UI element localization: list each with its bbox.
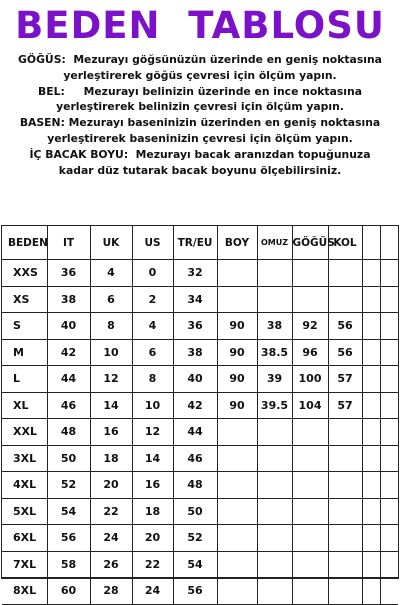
table-cell [380, 339, 398, 366]
table-cell: 39 [257, 366, 292, 393]
table-cell [380, 419, 398, 446]
table-row [2, 392, 398, 419]
table-cell: 6 [132, 339, 173, 366]
table-cell [328, 419, 362, 446]
table-cell [217, 498, 257, 525]
table-cell: 90 [217, 313, 257, 340]
table-cell: 96 [292, 339, 328, 366]
size-label: 4XL [2, 472, 47, 499]
table-cell [380, 392, 398, 419]
table-cell [292, 551, 328, 578]
table-cell [292, 445, 328, 472]
table-cell: 8 [132, 366, 173, 393]
table-cell [217, 419, 257, 446]
table-cell: 28 [90, 578, 132, 605]
table-cell [328, 260, 362, 287]
table-row [2, 498, 398, 525]
table-cell: 38 [257, 313, 292, 340]
table-cell: 34 [173, 286, 217, 313]
table-cell: 14 [132, 445, 173, 472]
table-cell [380, 366, 398, 393]
table-cell: 48 [173, 472, 217, 499]
table-cell [217, 551, 257, 578]
table-cell [362, 313, 380, 340]
table-cell: 0 [132, 260, 173, 287]
table-cell [362, 498, 380, 525]
size-label: 5XL [2, 498, 47, 525]
table-cell: 40 [173, 366, 217, 393]
table-row [2, 286, 398, 313]
table-row [2, 525, 398, 552]
header-kol: KOL [328, 226, 362, 260]
table-cell: 26 [90, 551, 132, 578]
size-label: XS [2, 286, 47, 313]
header-boy: BOY [217, 226, 257, 260]
table-cell: 46 [173, 445, 217, 472]
table-row [2, 366, 398, 393]
size-chart [1, 225, 399, 598]
table-cell [292, 260, 328, 287]
table-cell: 24 [132, 578, 173, 605]
table-cell: 42 [47, 339, 90, 366]
table-cell [362, 578, 380, 605]
table-cell [362, 419, 380, 446]
table-cell: 2 [132, 286, 173, 313]
table-cell [257, 498, 292, 525]
table-cell: 4 [132, 313, 173, 340]
table-cell: 36 [173, 313, 217, 340]
table-cell: 10 [132, 392, 173, 419]
table-cell: 90 [217, 392, 257, 419]
table-cell: 104 [292, 392, 328, 419]
size-label: S [2, 313, 47, 340]
header-tr-eu: TR/EU [173, 226, 217, 260]
table-cell [292, 286, 328, 313]
table-cell: 32 [173, 260, 217, 287]
table-row [2, 551, 398, 578]
table-cell: 50 [47, 445, 90, 472]
table-cell [217, 472, 257, 499]
table-cell [292, 498, 328, 525]
size-label: 7XL [2, 551, 47, 578]
table-cell: 38.5 [257, 339, 292, 366]
table-cell [292, 578, 328, 605]
table-cell: 90 [217, 339, 257, 366]
size-label: 3XL [2, 445, 47, 472]
table-cell [257, 472, 292, 499]
header-us: US [132, 226, 173, 260]
table-cell [362, 260, 380, 287]
table-cell [328, 578, 362, 605]
table-cell: 22 [132, 551, 173, 578]
header-omuz: OMUZ [257, 226, 292, 260]
table-cell [380, 525, 398, 552]
table-cell: 16 [90, 419, 132, 446]
table-cell [217, 260, 257, 287]
size-label: M [2, 339, 47, 366]
table-cell: 56 [328, 313, 362, 340]
instruction-line: yerleştirerek göğüs çevresi için ölçüm yapın. [63, 68, 337, 82]
table-cell [328, 445, 362, 472]
table-cell [217, 445, 257, 472]
table-cell [380, 498, 398, 525]
table-cell [257, 551, 292, 578]
size-label: XXS [2, 260, 47, 287]
table-cell: 20 [132, 525, 173, 552]
table-cell: 14 [90, 392, 132, 419]
header-beden: BEDEN [2, 226, 47, 260]
table-cell [380, 260, 398, 287]
table-cell [328, 472, 362, 499]
table-cell: 56 [173, 578, 217, 605]
table-cell: 92 [292, 313, 328, 340]
table-cell: 54 [173, 551, 217, 578]
table-cell: 48 [47, 419, 90, 446]
header-blank [380, 226, 398, 260]
table-row [2, 578, 398, 605]
table-cell [380, 286, 398, 313]
page-title: BEDEN TABLOSU [15, 4, 385, 47]
table-cell [257, 445, 292, 472]
table-cell: 100 [292, 366, 328, 393]
table-cell: 52 [173, 525, 217, 552]
table-cell [380, 472, 398, 499]
size-label: L [2, 366, 47, 393]
table-cell: 56 [47, 525, 90, 552]
table-cell: 56 [328, 339, 362, 366]
table-row [2, 445, 398, 472]
table-row [2, 260, 398, 287]
table-cell [362, 472, 380, 499]
instruction-line: yerleştirerek belinizin çevresi için ölçüm yapın. [56, 100, 344, 114]
table-cell [362, 525, 380, 552]
instruction-line: GÖĞÜS: Mezurayı göğsünüzün üzerinde en geniş noktasına [18, 53, 382, 66]
table-cell: 6 [90, 286, 132, 313]
size-label: 6XL [2, 525, 47, 552]
table-cell [292, 525, 328, 552]
table-cell [362, 286, 380, 313]
table-cell: 20 [90, 472, 132, 499]
table-row [2, 313, 398, 340]
measurement-instructions [0, 52, 400, 178]
table-cell: 36 [47, 260, 90, 287]
table-cell [292, 419, 328, 446]
table-cell [380, 578, 398, 605]
instruction-line: İÇ BACAK BOYU: Mezurayı bacak aranızdan topuğunuza [29, 147, 371, 161]
table-header-row [2, 226, 398, 260]
table-cell [257, 578, 292, 605]
size-label: XL [2, 392, 47, 419]
table-cell: 42 [173, 392, 217, 419]
table-cell [292, 472, 328, 499]
table-cell [257, 525, 292, 552]
table-cell: 18 [132, 498, 173, 525]
table-cell: 4 [90, 260, 132, 287]
instruction-line: BASEN: Mezurayı baseninizin üzerinden en geniş noktasına [19, 116, 381, 130]
table-cell: 16 [132, 472, 173, 499]
table-cell: 38 [173, 339, 217, 366]
table-cell: 44 [47, 366, 90, 393]
table-cell: 46 [47, 392, 90, 419]
size-label: 8XL [2, 578, 47, 605]
header-it: IT [47, 226, 90, 260]
table-cell: 44 [173, 419, 217, 446]
size-label: XXL [2, 419, 47, 446]
table-cell: 60 [47, 578, 90, 605]
instruction-line: kadar düz tutarak bacak boyunu ölçebilirsiniz. [58, 163, 342, 177]
table-cell [362, 551, 380, 578]
table-cell [328, 498, 362, 525]
table-cell [217, 286, 257, 313]
table-cell: 39.5 [257, 392, 292, 419]
table-cell [362, 392, 380, 419]
table-cell: 8 [90, 313, 132, 340]
table-cell [257, 419, 292, 446]
table-cell: 18 [90, 445, 132, 472]
table-cell: 12 [132, 419, 173, 446]
instruction-line: yerleştirerek baseninizin çevresi için ölçüm yapın. [47, 131, 353, 145]
table-cell [380, 445, 398, 472]
table-cell [362, 366, 380, 393]
table-cell [257, 286, 292, 313]
table-cell: 24 [90, 525, 132, 552]
size-table [2, 226, 398, 605]
table-cell: 40 [47, 313, 90, 340]
table-cell: 58 [47, 551, 90, 578]
table-cell: 54 [47, 498, 90, 525]
instruction-line: BEL: Mezurayı belinizin üzerinde en ince noktasına [38, 84, 362, 98]
header-blank [362, 226, 380, 260]
table-cell: 57 [328, 366, 362, 393]
table-row [2, 419, 398, 446]
table-cell [217, 578, 257, 605]
table-cell: 38 [47, 286, 90, 313]
table-cell: 10 [90, 339, 132, 366]
table-cell [380, 313, 398, 340]
table-cell [362, 339, 380, 366]
table-cell: 90 [217, 366, 257, 393]
table-row [2, 339, 398, 366]
table-cell [380, 551, 398, 578]
table-cell: 22 [90, 498, 132, 525]
table-cell [328, 551, 362, 578]
table-cell: 52 [47, 472, 90, 499]
header-gogus: GÖĞÜS [292, 226, 328, 260]
table-cell [328, 525, 362, 552]
table-cell [328, 286, 362, 313]
table-row [2, 472, 398, 499]
table-cell [217, 525, 257, 552]
table-cell: 50 [173, 498, 217, 525]
table-cell [257, 260, 292, 287]
header-uk: UK [90, 226, 132, 260]
table-cell: 57 [328, 392, 362, 419]
table-cell: 12 [90, 366, 132, 393]
table-cell [362, 445, 380, 472]
